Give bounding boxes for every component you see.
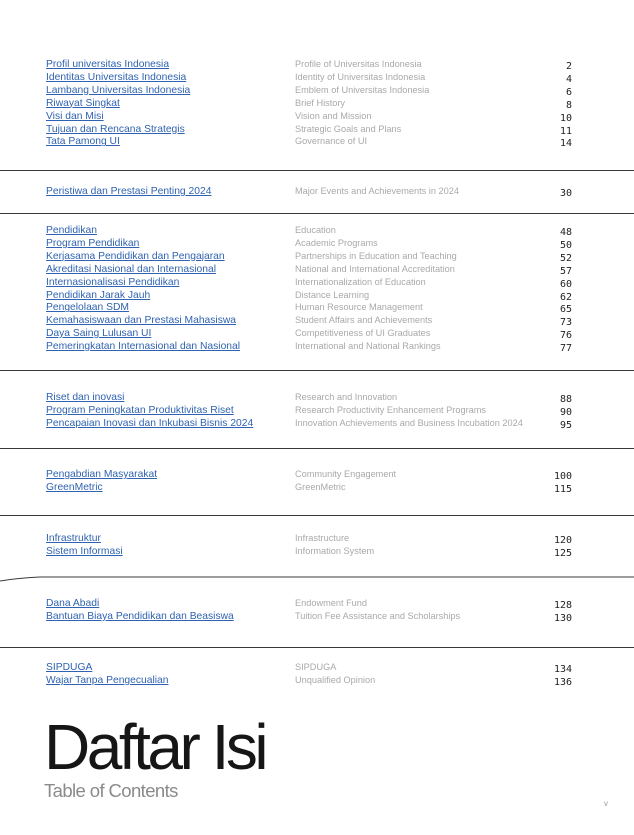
toc-entry (0, 391, 634, 404)
toc-entry-link[interactable]: Profil universitas Indonesia (46, 59, 170, 70)
toc-entry-link[interactable]: Visi dan Misi (46, 110, 104, 122)
toc-entry-page: 50 (559, 239, 572, 251)
page-subtitle: Table of Contents (44, 780, 178, 801)
toc-entry-link[interactable]: Pengelolaan SDM (46, 302, 129, 314)
section-divider (0, 647, 634, 648)
page-number: v (604, 799, 608, 808)
toc-entry-english: Governance of UI (295, 136, 368, 147)
toc-entry-link[interactable]: Peristiwa dan Prestasi Penting 2024 (46, 186, 212, 197)
toc-entry (0, 597, 634, 610)
toc-entry-link[interactable]: Wajar Tanpa Pengecualian (46, 674, 169, 686)
toc-entry-page: 100 (553, 471, 572, 482)
toc-entry-english: Major Events and Achievements in 2024 (295, 186, 459, 196)
section-divider (0, 448, 634, 449)
toc-entry-page: 30 (559, 188, 572, 199)
toc-entry-page: 88 (559, 394, 572, 405)
toc-entry (0, 404, 634, 417)
toc-entry-link[interactable]: Daya Saing Lulusan UI (46, 328, 152, 340)
toc-entry (0, 123, 634, 136)
toc-entry-page: 52 (559, 252, 572, 264)
section-divider (0, 515, 634, 516)
toc-entry-english: GreenMetric (295, 481, 346, 492)
toc-entry-link[interactable]: Bantuan Biaya Pendidikan dan Beasiswa (46, 610, 234, 622)
toc-entry-page: 128 (553, 600, 572, 611)
toc-entry-english: Research and Innovation (295, 392, 398, 402)
toc-entry-english: Competitiveness of UI Graduates (295, 328, 431, 339)
toc-entry (0, 417, 634, 430)
toc-entry-link[interactable]: Riwayat Singkat (46, 97, 120, 109)
toc-entry (0, 237, 634, 250)
toc-entry (0, 224, 634, 237)
toc-entry-english: Research Productivity Enhancement Programs (295, 404, 486, 415)
toc-entry-english: SIPDUGA (295, 662, 337, 672)
section-divider (0, 213, 634, 214)
toc-entry (0, 84, 634, 97)
toc-entry (0, 276, 634, 289)
section-divider (0, 572, 634, 584)
toc-entry-link[interactable]: Sistem Informasi (46, 545, 123, 557)
toc-entry-page: 115 (553, 483, 572, 495)
toc-entry-page: 2 (565, 61, 572, 72)
toc-entry (0, 185, 634, 198)
toc-entry (0, 301, 634, 314)
toc-entry-link[interactable]: Riset dan inovasi (46, 392, 125, 403)
toc-entry-page: 90 (559, 406, 572, 418)
toc-entry-link[interactable]: Pencapaian Inovasi dan Inkubasi Bisnis 2024 (46, 417, 254, 429)
toc-entry-english: Information System (295, 545, 375, 556)
section-divider (0, 170, 634, 171)
toc-entry-english: Unqualified Opinion (295, 674, 376, 685)
toc-entry-english: Distance Learning (295, 289, 370, 300)
toc-entry-english: Academic Programs (295, 237, 378, 248)
toc-entry-link[interactable]: Pemeringkatan Internasional dan Nasional (46, 341, 241, 353)
toc-entry-page: 130 (553, 612, 572, 624)
toc-entry-link[interactable]: Dana Abadi (46, 598, 100, 609)
toc-entry (0, 545, 634, 558)
toc-entry-link[interactable]: Program Peningkatan Produktivitas Riset (46, 404, 234, 416)
toc-entry-page: 4 (565, 73, 572, 85)
toc-entry-page: 77 (559, 343, 572, 355)
toc-entry-link[interactable]: Pendidikan Jarak Jauh (46, 289, 151, 301)
toc-entry-link[interactable]: Tujuan dan Rencana Strategis (46, 123, 185, 135)
toc-entry-page: 60 (559, 278, 572, 290)
toc-entry-link[interactable]: Tata Pamong UI (46, 136, 120, 148)
toc-entry (0, 661, 634, 674)
toc-entry-english: Student Affairs and Achievements (295, 315, 433, 326)
toc-entry-english: Human Resource Management (295, 302, 423, 313)
toc-entry-english: Profile of Universitas Indonesia (295, 59, 422, 69)
toc-entry-page: 10 (559, 112, 572, 124)
page-title: Daftar Isi (44, 711, 266, 783)
toc-entry-link[interactable]: Pengabdian Masyarakat (46, 469, 158, 480)
toc-entry (0, 135, 634, 148)
toc-entry (0, 610, 634, 623)
toc-entry-english: International and National Rankings (295, 341, 441, 352)
toc-entry-english: Brief History (295, 97, 346, 108)
toc-entry-english: Partnerships in Education and Teaching (295, 250, 457, 261)
toc-entry-page: 6 (565, 86, 572, 98)
toc-entry-page: 136 (553, 676, 572, 688)
toc-entry-page: 65 (559, 304, 572, 316)
toc-entry-page: 62 (559, 291, 572, 303)
toc-entry-page: 95 (559, 419, 572, 431)
toc-entry-english: Community Engagement (295, 469, 397, 479)
toc-entry-english: Internationalization of Education (295, 276, 426, 287)
toc-entry-link[interactable]: Kemahasiswaan dan Prestasi Mahasiswa (46, 315, 237, 327)
toc-entry-link[interactable]: Infrastruktur (46, 533, 101, 544)
toc-entry (0, 674, 634, 687)
toc-entry-english: Innovation Achievements and Business Incubation 2024 (295, 417, 523, 428)
toc-entry-english: National and International Accreditation (295, 263, 455, 274)
toc-entry-english: Strategic Goals and Plans (295, 123, 402, 134)
toc-entry-english: Education (295, 225, 336, 235)
toc-entry (0, 71, 634, 84)
toc-entry-page: 134 (553, 664, 572, 675)
toc-entry (0, 250, 634, 263)
toc-entry-link[interactable]: GreenMetric (46, 481, 103, 493)
toc-entry-page: 73 (559, 317, 572, 329)
toc-entry-link[interactable]: Akreditasi Nasional dan Internasional (46, 263, 216, 275)
toc-entry-page: 14 (559, 138, 572, 150)
toc-entry (0, 263, 634, 276)
toc-entry-english: Tuition Fee Assistance and Scholarships (295, 610, 461, 621)
toc-entry-page: 48 (559, 227, 572, 238)
toc-entry (0, 532, 634, 545)
toc-entry-page: 120 (553, 535, 572, 546)
toc-entry-link[interactable]: Pendidikan (46, 225, 97, 236)
toc-entry (0, 289, 634, 302)
toc-entry-english: Infrastructure (295, 533, 350, 543)
toc-entry (0, 481, 634, 494)
toc-entry-link[interactable]: SIPDUGA (46, 662, 93, 673)
toc-entry-page: 11 (559, 125, 572, 137)
toc-entry-english: Identity of Universitas Indonesia (295, 71, 426, 82)
toc-entry (0, 468, 634, 481)
toc-entry-page: 125 (553, 547, 572, 559)
toc-entry (0, 327, 634, 340)
toc-entry (0, 58, 634, 71)
toc-entry-english: Emblem of Universitas Indonesia (295, 84, 430, 95)
toc-entry (0, 97, 634, 110)
toc-entry-link[interactable]: Kerjasama Pendidikan dan Pengajaran (46, 250, 225, 262)
toc-entry-link[interactable]: Lambang Universitas Indonesia (46, 84, 191, 96)
toc-entry-page: 57 (559, 265, 572, 277)
toc-entry-link[interactable]: Program Pendidikan (46, 237, 140, 249)
toc-entry-page: 8 (565, 99, 572, 111)
toc-entry (0, 314, 634, 327)
section-divider (0, 370, 634, 371)
toc-entry-page: 76 (559, 330, 572, 342)
toc-entry (0, 340, 634, 353)
toc-entry-english: Vision and Mission (295, 110, 372, 121)
toc-entry-english: Endowment Fund (295, 598, 368, 608)
toc-entry-link[interactable]: Internasionalisasi Pendidikan (46, 276, 180, 288)
toc-entry (0, 110, 634, 123)
toc-entry-link[interactable]: Identitas Universitas Indonesia (46, 71, 187, 83)
